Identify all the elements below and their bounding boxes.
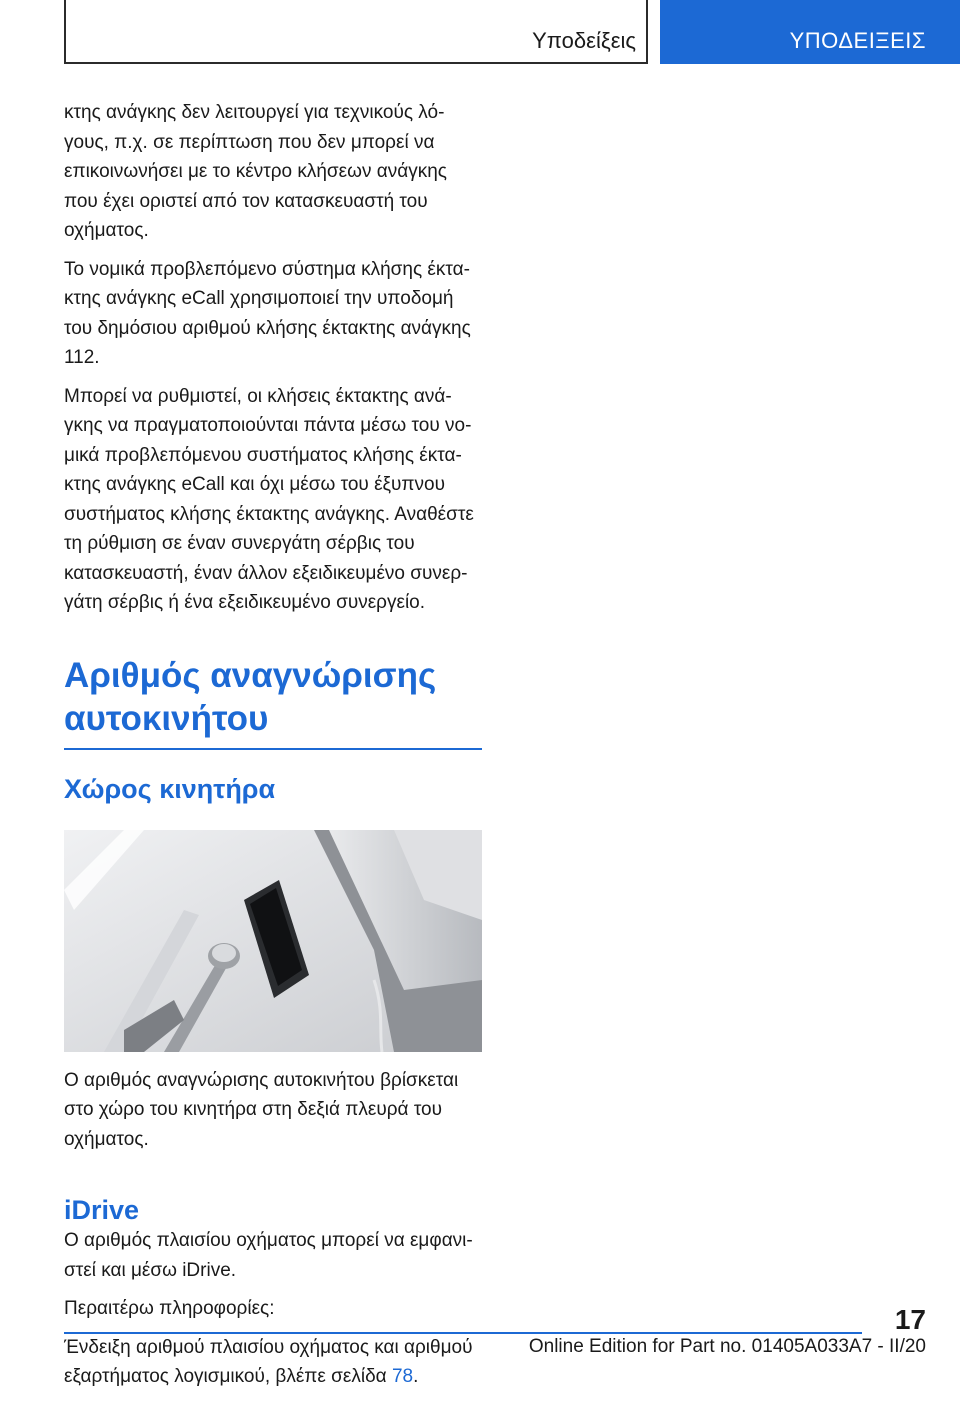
page-content: [64, 98, 482, 1401]
reference-text: Ένδειξη αριθμού πλαισίου οχήματος και αριθμού εξαρτήματος λογισμικού, βλέπε σελίδα: [64, 1336, 473, 1387]
footer-divider: [64, 1332, 862, 1334]
page-reference-link[interactable]: 78: [391, 1366, 414, 1387]
engine-compartment-illustration: [64, 830, 482, 1052]
heading-divider: [64, 748, 482, 750]
header-chapter-tab[interactable]: [660, 0, 960, 64]
header-section-box: [64, 0, 648, 64]
engine-caption: Ο αριθμός αναγνώρισης αυτοκινήτου βρίσκεται στο χώρο του κινητήρα στη δεξιά πλευρά του οχήματος.: [64, 1069, 459, 1150]
header-chapter-label: ΥΠΟΔΕΙΞΕΙΣ: [789, 28, 926, 53]
engine-compartment-photo: [64, 830, 482, 1052]
reference-paragraph: [64, 1333, 482, 1392]
more-info-label: Περαιτέρω πληροφορίες:: [64, 1298, 275, 1319]
header-section-label: Υποδείξεις: [532, 28, 636, 53]
page-number: 17: [894, 1304, 926, 1335]
vin-heading: Αριθμός αναγνώρισης αυτοκινήτου: [64, 655, 437, 738]
body-paragraph-2: Το νομικά προβλεπόμενο σύστημα κλήσης έκτακτης ανάγκης eCall χρησιμοποιεί την υποδομή του δημόσιου αριθμού κλήσης έκτακτης ανάγκης 112.: [64, 258, 471, 368]
body-paragraph-3: Μπορεί να ρυθμιστεί, οι κλήσεις έκτακτης ανάγκης να πραγματοποιούνται πάντα μέσω του νομικά προβλεπόμενου συστήματος κλήσης έκτακτης ανάγκης eCall και όχι μέσω του έξυπνου συστήματος κλήσης έκτακτης ανάγκης. Αναθέστε τη ρύθμιση σε έναν συνεργάτη σέρβις του κατασκευαστή, έναν άλλον εξειδικευμένο συνεργάτη σέρβις ή ένα εξειδικευμένο συνεργείο.: [64, 385, 474, 613]
idrive-heading: iDrive: [64, 1195, 140, 1225]
reference-end: .: [413, 1366, 419, 1387]
idrive-paragraph: Ο αριθμός πλαισίου οχήματος μπορεί να εμφανιστεί και μέσω iDrive.: [64, 1230, 473, 1281]
footer-edition: Online Edition for Part no. 01405A033A7 - II/20: [528, 1336, 926, 1357]
body-paragraph-1: κτης ανάγκης δεν λειτουργεί για τεχνικούς λόγους, π.χ. σε περίπτωση που δεν μπορεί να επικοινωνήσει με το κέντρο κλήσεων ανάγκης που έχει οριστεί από τον κατασκευαστή του οχήματος.: [64, 102, 447, 241]
engine-compartment-heading: Χώρος κινητήρα: [64, 773, 276, 804]
